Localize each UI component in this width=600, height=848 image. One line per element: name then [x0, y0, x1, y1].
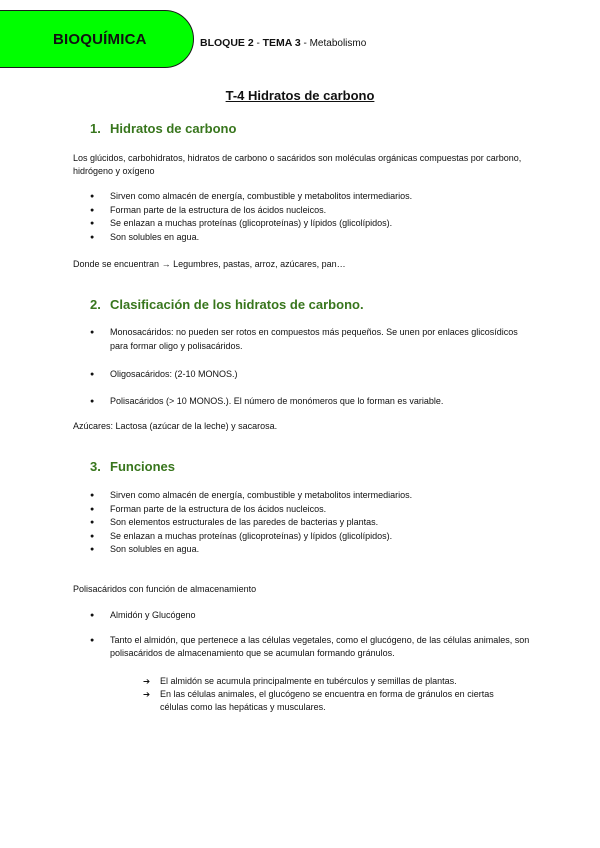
subject-label: BIOQUÍMICA: [53, 31, 147, 48]
storage-arrow-list: [143, 675, 513, 714]
section-title: Hidratos de carbono: [110, 121, 237, 136]
list-item: ● Sirven como almacén de energía, combustible y metabolitos intermediarios.: [90, 190, 530, 204]
section-number: 1.: [90, 121, 101, 136]
list-item: ● Se enlazan a muchas proteínas (glicoproteínas) y lípidos (glicolípidos).: [90, 530, 530, 544]
arrow-item: ➔ En las células animales, el glucógeno se encuentra en forma de gránulos en ciertas células como las hepáticas y musculares.: [143, 688, 513, 714]
block-label: BLOQUE 2: [200, 37, 254, 49]
subject-tab: [0, 10, 194, 68]
section-title: Funciones: [110, 459, 176, 474]
list-item: ● Oligosacáridos: (2-10 MONOS.): [90, 368, 530, 382]
section-1-intro: Los glúcidos, carbohidratos, hidratos de carbono o sacáridos son moléculas orgánicas compuestas por carbono, hidrógeno y oxígeno: [73, 153, 522, 176]
section-number: 3.: [90, 459, 101, 474]
section-1-outro: Donde se encuentran → Legumbres, pastas, arroz, azúcares, pan…: [73, 259, 346, 269]
storage-bullets: [90, 609, 530, 661]
list-item: ● Almidón y Glucógeno: [90, 609, 530, 623]
arrow-item: ➔ El almidón se acumula principalmente en tubérculos y semillas de plantas.: [143, 675, 513, 688]
section-2-heading: [90, 297, 364, 312]
separator: -: [253, 38, 263, 49]
list-item: ● Forman parte de la estructura de los ácidos nucleicos.: [90, 503, 530, 517]
list-item: ● Son elementos estructurales de las paredes de bacterias y plantas.: [90, 516, 530, 530]
topic-label: TEMA 3: [262, 37, 301, 49]
section-number: 2.: [90, 297, 101, 312]
list-item: ● Sirven como almacén de energía, combustible y metabolitos intermediarios.: [90, 489, 530, 503]
list-item: ● Polisacáridos (> 10 MONOS.). El número de monómeros que lo forman es variable.: [90, 395, 530, 409]
section-2-bullets: [90, 326, 530, 408]
page-title: T-4 Hidratos de carbono: [225, 88, 375, 103]
list-item: ● Forman parte de la estructura de los ácidos nucleicos.: [90, 204, 530, 218]
list-item: ● Monosacáridos: no pueden ser rotos en compuestos más pequeños. Se unen por enlaces glicosídicos para formar oligo y polisacáridos.: [90, 326, 530, 353]
section-1-bullets: [90, 190, 530, 244]
list-item: ● Tanto el almidón, que pertenece a las células vegetales, como el glucógeno, de las células animales, son polisacáridos de almacenamiento que se acumulan formando gránulos.: [90, 634, 530, 661]
section-3-heading: [90, 459, 175, 474]
section-2-outro: Azúcares: Lactosa (azúcar de la leche) y sacarosa.: [73, 421, 278, 431]
topic-name: - Metabolismo: [300, 38, 367, 49]
list-item: ● Se enlazan a muchas proteínas (glicoproteínas) y lípidos (glicolípidos).: [90, 217, 530, 231]
section-title: Clasificación de los hidratos de carbono.: [110, 297, 364, 312]
storage-label: Polisacáridos con función de almacenamiento: [73, 584, 257, 594]
list-item: ● Son solubles en agua.: [90, 543, 530, 557]
section-1-heading: [90, 121, 236, 136]
section-3-bullets: [90, 489, 530, 557]
header-breadcrumb: [200, 37, 366, 49]
list-item: ● Son solubles en agua.: [90, 231, 530, 245]
